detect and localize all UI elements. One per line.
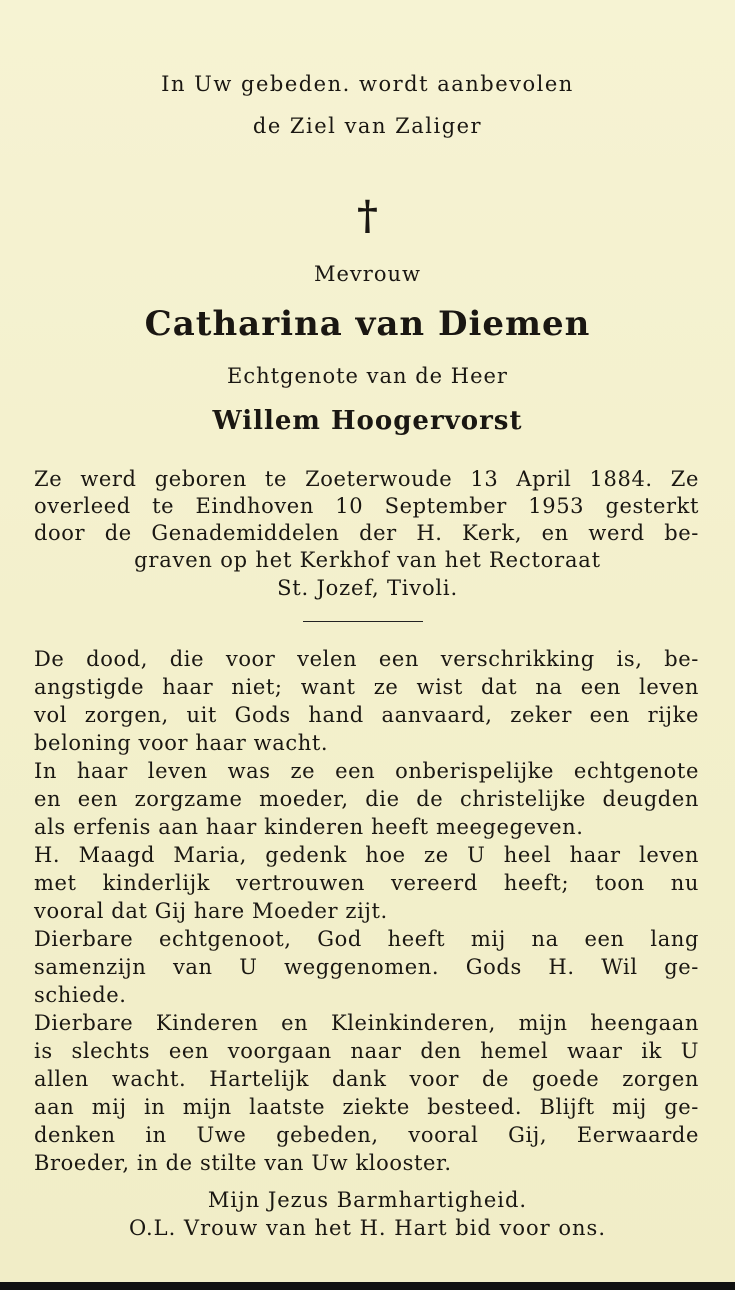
spouse-name: Willem Hoogervorst: [212, 406, 523, 436]
closing-line-1: Mijn Jezus Barmhartigheid.: [207, 1188, 528, 1212]
title-mevrouw: Mevrouw: [314, 262, 421, 286]
bio-line: Ze werd geboren te Zoeterwoude 13 April 1884. Ze: [34, 467, 699, 491]
intro-line-1: In Uw gebeden. wordt aanbevolen: [161, 72, 574, 96]
text-line: vol zorgen, uit Gods hand aanvaard, zeker een rijke: [34, 703, 699, 727]
text-line: In haar leven was ze een onberispelijke echtgenote: [34, 759, 699, 783]
text-line: samenzijn van U weggenomen. Gods H. Wil ge-: [34, 955, 699, 979]
text-line: en een zorgzame moeder, die de christelijke deugden: [34, 787, 699, 811]
intro-line-2: de Ziel van Zaliger: [252, 114, 483, 138]
text-line: angstigde haar niet; want ze wist dat na een leven: [34, 675, 699, 699]
divider: [303, 621, 423, 622]
spouse-prefix: Echtgenote van de Heer: [227, 364, 508, 388]
text-line: allen wacht. Hartelijk dank voor de goede zorgen: [34, 1067, 699, 1091]
text-line: als erfenis aan haar kinderen heeft meegegeven.: [34, 815, 584, 839]
bottom-edge: [0, 1282, 735, 1290]
text-line: H. Maagd Maria, gedenk hoe ze U heel haar leven: [34, 843, 699, 867]
text-line: Broeder, in de stilte van Uw klooster.: [34, 1151, 452, 1175]
text-line: denken in Uwe gebeden, vooral Gij, Eerwaarde: [34, 1123, 699, 1147]
closing-line-2: O.L. Vrouw van het H. Hart bid voor ons.: [128, 1216, 607, 1240]
deceased-name: Catharina van Diemen: [144, 304, 591, 344]
text-line: is slechts een voorgaan naar den hemel waar ik U: [34, 1039, 699, 1063]
bio-line: St. Jozef, Tivoli.: [277, 576, 458, 600]
text-line: aan mij in mijn laatste ziekte besteed. Blijft mij ge-: [34, 1095, 699, 1119]
text-line: De dood, die voor velen een verschrikking is, be-: [34, 647, 699, 671]
text-line: Dierbare Kinderen en Kleinkinderen, mijn heengaan: [34, 1011, 699, 1035]
text-line: schiede.: [34, 983, 127, 1007]
cross-icon: †: [357, 192, 378, 239]
bio-line: graven op het Kerkhof van het Rectoraat: [134, 548, 601, 572]
text-line: met kinderlijk vertrouwen vereerd heeft; toon nu: [34, 871, 699, 895]
text-line: Dierbare echtgenoot, God heeft mij na een lang: [34, 927, 699, 951]
bio-line: door de Genademiddelen der H. Kerk, en werd be-: [34, 521, 699, 545]
text-line: beloning voor haar wacht.: [34, 731, 329, 755]
bio-line: overleed te Eindhoven 10 September 1953 gesterkt: [34, 494, 699, 518]
text-line: vooral dat Gij hare Moeder zijt.: [34, 899, 388, 923]
